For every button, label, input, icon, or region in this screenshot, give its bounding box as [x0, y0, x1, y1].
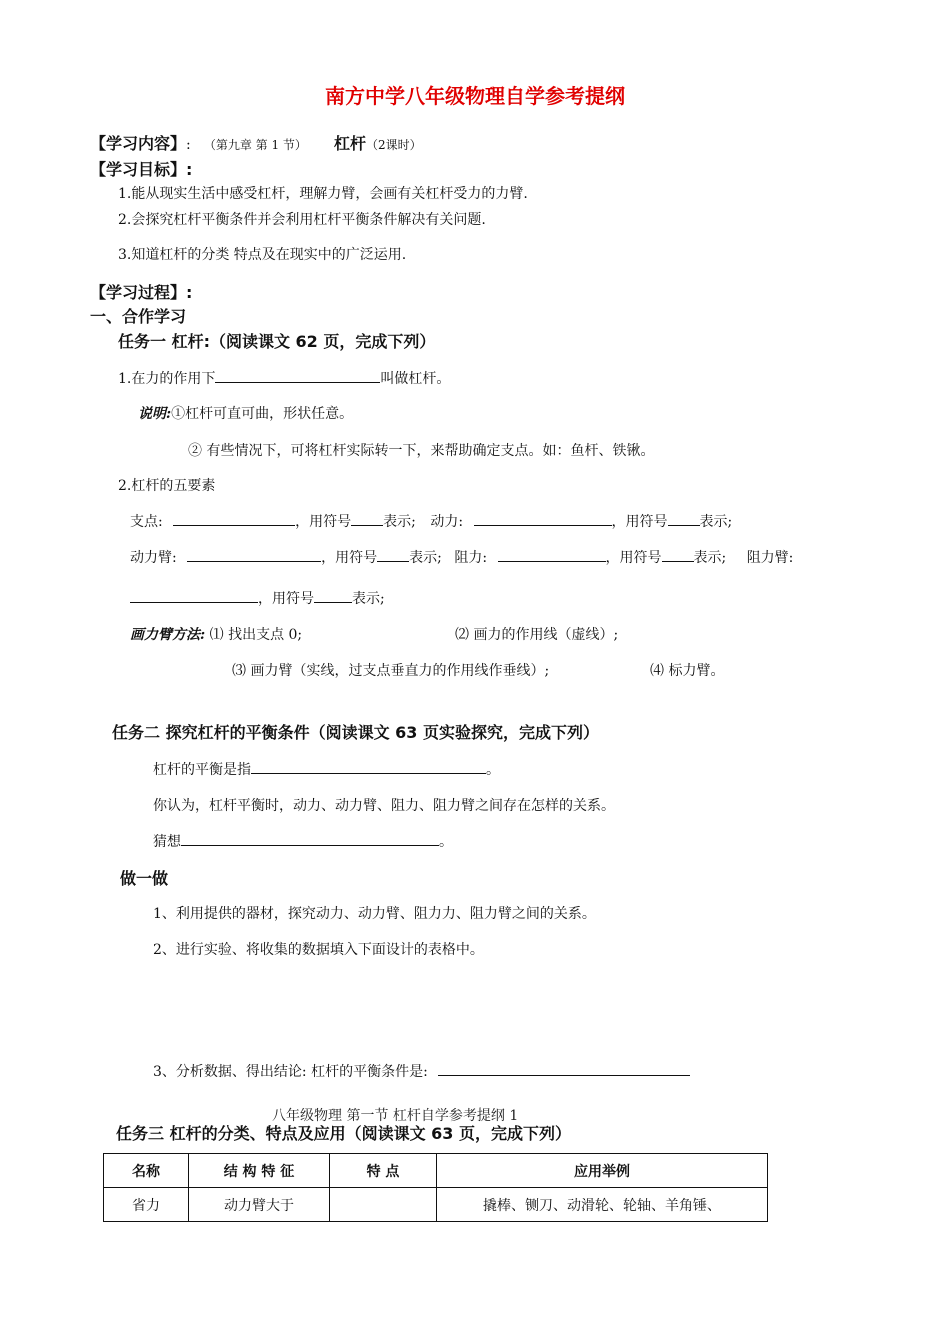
blank-line [377, 547, 409, 562]
draw-step: ⑴ 找出支点 0; [209, 627, 303, 643]
blank-line [187, 547, 321, 562]
blank-line [173, 511, 295, 526]
table-header-cell: 特 点 [330, 1154, 437, 1188]
table-header-cell: 结 构 特 征 [189, 1154, 330, 1188]
section-heading: 一、合作学习 [90, 307, 187, 326]
blank-line [498, 547, 606, 562]
note-label: 说明: [138, 406, 172, 422]
q1-prefix: 1.在力的作用下 [118, 371, 216, 387]
page-footer: 八年级物理 第一节 杠杆自学参考提纲 1 [272, 1108, 519, 1124]
table-header-cell: 名称 [104, 1154, 189, 1188]
table-cell: 省力 [104, 1188, 189, 1222]
draw-step: ⑶ 画力臂（实线，过支点垂直力的作用线作垂线）; [232, 663, 550, 679]
blank-line [314, 588, 352, 603]
do-step: 3、分析数据、得出结论: 杠杆的平衡条件是: [153, 1064, 428, 1080]
table-cell [330, 1188, 437, 1222]
effort-arm-label: 动力臂: [130, 550, 177, 566]
draw-method-row-1 [130, 624, 302, 644]
goal-item: 1.能从现实生活中感受杠杆，理解力臂，会画有关杠杆受力的力臂. [118, 186, 528, 202]
fulcrum-label: 支点: [130, 514, 163, 530]
load-arm-label: 阻力臂: [746, 550, 794, 566]
effort-label: 动力: [430, 514, 464, 530]
blank-line [351, 511, 383, 526]
do-label: 做一做 [120, 869, 169, 888]
table-cell: 撬棒、铡刀、动滑轮、轮轴、羊角锤、 [437, 1188, 768, 1222]
content-colon: : [186, 137, 191, 153]
q1-suffix: 叫做杠杆。 [380, 371, 451, 387]
table-row [104, 1188, 768, 1222]
task1-heading: 任务一 杠杆:（阅读课文 62 页，完成下列） [118, 332, 436, 351]
symbol-post: 表示; [383, 514, 416, 530]
page-title: 南方中学八年级物理自学参考提纲 [325, 84, 625, 108]
content-label: 【学习内容】 [90, 134, 187, 153]
chapter-text: （第九章 第 1 节） [203, 138, 307, 152]
symbol-post: 表示; [409, 550, 442, 566]
lever-classification-table [103, 1153, 768, 1222]
task1-q2: 2.杠杆的五要素 [118, 478, 216, 494]
relation-question: 你认为，杠杆平衡时，动力、动力臂、阻力、阻力臂之间存在怎样的关系。 [153, 798, 615, 814]
draw-step: ⑷ 标力臂。 [650, 663, 725, 679]
do-step: 2、进行实验、将收集的数据填入下面设计的表格中。 [153, 942, 484, 958]
guess-prefix: 猜想 [153, 834, 181, 850]
goals-label: 【学习目标】: [90, 160, 193, 179]
draw-label: 画力臂方法: [130, 627, 206, 643]
table-header-row [104, 1154, 768, 1188]
symbol-pre: ，用符号 [605, 550, 662, 566]
table-cell: 动力臂大于 [189, 1188, 330, 1222]
task2-heading: 任务二 探究杠杆的平衡条件（阅读课文 63 页实验探究，完成下列） [112, 723, 599, 742]
content-line [90, 131, 422, 154]
goal-item: 2.会探究杠杆平衡条件并会利用杠杆平衡条件解决有关问题. [118, 212, 486, 228]
task1-q1 [118, 368, 450, 388]
symbol-post: 表示; [352, 591, 385, 607]
symbol-pre: ，用符号 [321, 550, 378, 566]
blank-line [438, 1061, 690, 1076]
blank-line [668, 511, 700, 526]
balance-line [153, 759, 500, 779]
draw-step: ⑵ 画力的作用线（虚线）; [455, 627, 619, 643]
guess-line [153, 831, 453, 851]
balance-prefix: 杠杆的平衡是指 [153, 762, 251, 778]
blank-line [215, 368, 380, 383]
blank-line [181, 831, 439, 846]
periods-text: （2课时） [366, 138, 422, 152]
blank-line [251, 759, 486, 774]
do-step: 1、利用提供的器材，探究动力、动力臂、阻力力、阻力臂之间的关系。 [153, 906, 596, 922]
blank-line [130, 588, 258, 603]
conclusion-line [153, 1061, 690, 1081]
elements-row-3 [130, 588, 385, 608]
note-line-2: ② 有些情况下，可将杠杆实际转一下，来帮助确定支点。如：鱼杆、铁锹。 [188, 443, 655, 459]
guess-suffix: 。 [439, 834, 453, 850]
table-header-cell: 应用举例 [437, 1154, 768, 1188]
note-line-1 [138, 403, 353, 423]
blank-line [474, 511, 612, 526]
process-label: 【学习过程】: [90, 283, 193, 302]
symbol-pre: ，用符号 [611, 514, 668, 530]
topic-text: 杠杆 [334, 134, 367, 153]
elements-row-1 [130, 511, 732, 531]
blank-line [662, 547, 694, 562]
load-label: 阻力: [454, 550, 488, 566]
symbol-post: 表示; [699, 514, 733, 530]
symbol-post: 表示; [693, 550, 727, 566]
balance-suffix: 。 [486, 762, 500, 778]
task3-heading: 任务三 杠杆的分类、特点及应用（阅读课文 63 页，完成下列） [116, 1124, 571, 1143]
note-text: ①杠杆可直可曲，形状任意。 [171, 406, 354, 422]
elements-row-2 [130, 547, 793, 567]
symbol-pre: ，用符号 [258, 591, 314, 607]
symbol-pre: ，用符号 [295, 514, 352, 530]
goal-item: 3.知道杠杆的分类 特点及在现实中的广泛运用. [118, 247, 407, 263]
